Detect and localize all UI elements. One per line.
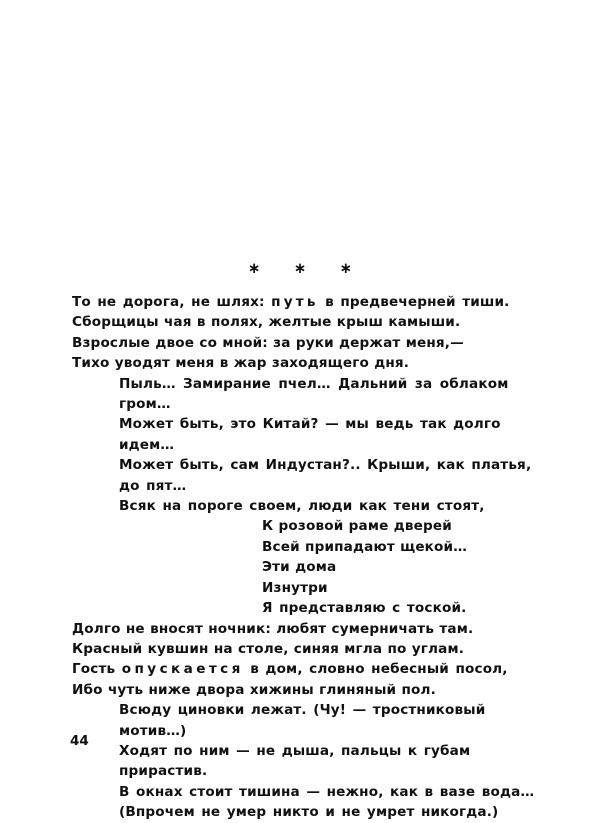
line-segment: Гость [72, 661, 122, 678]
poem-body [72, 292, 542, 823]
poem-line: В окнах стоит тишина — нежно, как в вазе вода… [119, 783, 535, 800]
line-segment-spaced: опускается [121, 661, 244, 678]
poem-line [72, 292, 542, 312]
stanza-4 [72, 619, 542, 701]
poem-line: (Впрочем не умер никто и не умрет никогда.) [119, 804, 499, 821]
poem-line: Взрослые двое со мной: за руки держат меня,— [72, 334, 464, 351]
line-segment: в дом, словно небесный посол, [243, 661, 508, 678]
poem-line: Всей припадают щекой… [262, 538, 467, 555]
poem-line: Сборщицы чая в полях, желтые крыш камыши. [72, 314, 461, 331]
poem-line: Всюду циновки лежат. (Чу! — тростниковый мотив…) [119, 702, 492, 739]
poem-line: Может быть, это Китай? — мы ведь так долго идем… [119, 416, 508, 453]
poem-line: Может быть, сам Индустан?.. Крыши, как платья, до пят… [119, 457, 538, 494]
poem-line: К розовой раме дверей [262, 518, 452, 535]
stanza-2 [72, 374, 542, 517]
poem-line: Долго не вносят ночник: любят сумерничать там. [72, 620, 474, 637]
poem-line: Ходят по ним — не дыша, пальцы к губам прирастив. [119, 742, 477, 780]
poem-line: Красный кувшин на столе, синяя мгла по углам. [72, 640, 465, 657]
stanza-3 [72, 516, 542, 618]
line-segment-spaced: путь [271, 294, 319, 310]
poem-line: Пыль… Замирание пчел… Дальний за облаком гром… [119, 375, 516, 413]
stanza-5 [72, 700, 542, 822]
poem-line [72, 659, 542, 679]
poem-line: Тихо уводят меня в жар заходящего дня. [72, 355, 410, 372]
poem-line: Изнутри [262, 579, 328, 596]
poem-line: Всяк на пороге своем, люди как тени стоят, [119, 498, 485, 515]
stanza-1 [72, 292, 542, 374]
poem-line: Я представляю с тоской. [262, 600, 467, 617]
line-segment: То не дорога, не шлях: [72, 294, 272, 310]
poem-line: Эти дома [262, 559, 337, 576]
line-segment: в предвечерней тиши. [318, 294, 510, 310]
asterisk-divider: ∗ ∗ ∗ [247, 259, 367, 277]
page-number: 44 [70, 733, 89, 749]
poem-line: Ибо чуть ниже двора хижины глиняный пол. [72, 681, 436, 698]
